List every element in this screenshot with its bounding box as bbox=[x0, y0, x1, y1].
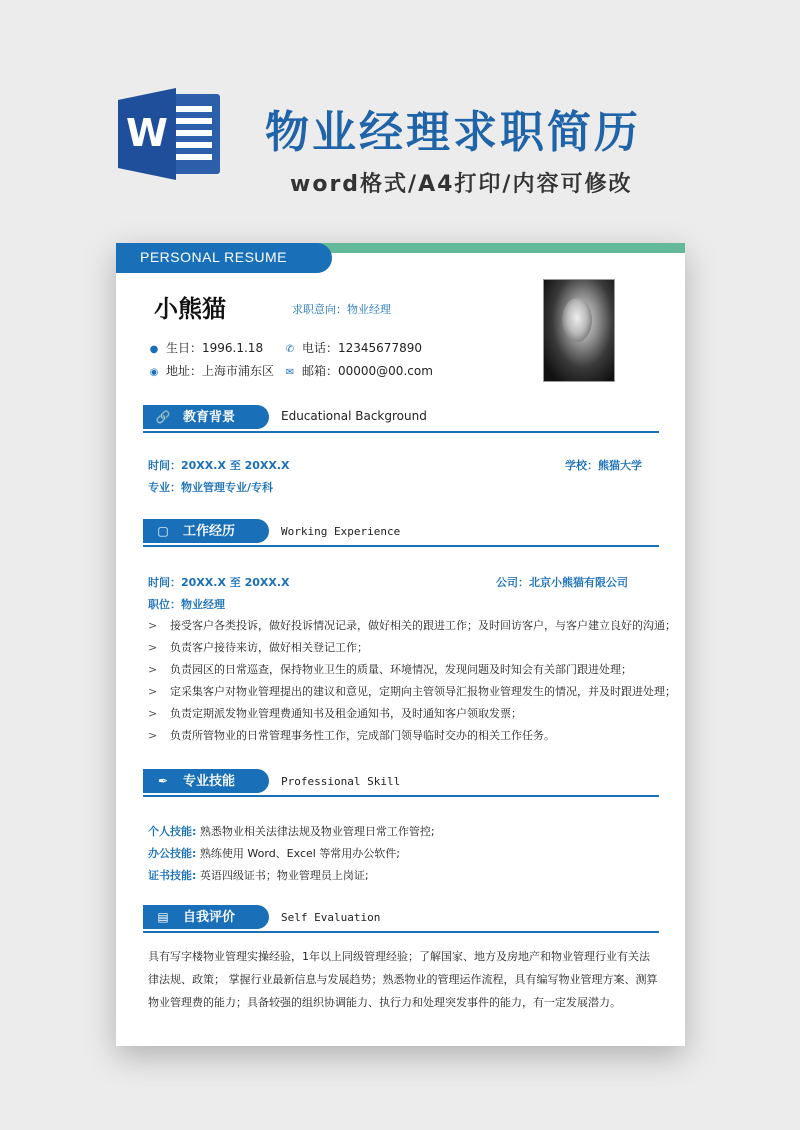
birth-info: ● 生日：1996.1.18 bbox=[149, 341, 264, 355]
self-section-header bbox=[143, 905, 659, 933]
resume-page bbox=[116, 243, 685, 1046]
email-info: ✉ 邮箱：00000@00.com bbox=[285, 364, 433, 378]
chevron-right-icon: > bbox=[148, 663, 158, 676]
resume-tab: PERSONAL RESUME bbox=[116, 243, 332, 273]
duty-item: > 负责所管物业的日常管理事务性工作，完成部门领导临时交办的相关工作任务。 bbox=[148, 729, 555, 742]
address-info: ◉ 地址：上海市浦东区 bbox=[149, 364, 275, 378]
education-major: 专业：物业管理专业/专科 bbox=[148, 481, 274, 494]
skills-title: 专业技能 bbox=[183, 774, 236, 789]
self-title-en: Self Evaluation bbox=[281, 911, 381, 924]
duty-item: > 负责客户接待来访，做好相关登记工作； bbox=[148, 641, 368, 654]
monitor-icon: ▢ bbox=[157, 524, 169, 538]
top-accent-bar bbox=[306, 243, 685, 253]
word-logo-letter: W bbox=[126, 111, 168, 155]
chevron-right-icon: > bbox=[148, 685, 158, 698]
tools-icon: ✒ bbox=[157, 774, 169, 788]
chevron-right-icon: > bbox=[148, 641, 158, 654]
candidate-name: 小熊猫 bbox=[154, 295, 226, 323]
work-title-en: Working Experience bbox=[281, 525, 401, 538]
work-position: 职位：物业经理 bbox=[148, 598, 225, 611]
duty-item: > 负责园区的日常巡查，保持物业卫生的质量、环境情况，发现问题及时知会有关部门跟进处理； bbox=[148, 663, 632, 676]
education-time: 时间：20XX.X 至 20XX.X bbox=[148, 459, 290, 472]
chevron-right-icon: > bbox=[148, 707, 158, 720]
skills-section-header bbox=[143, 769, 659, 797]
self-evaluation-text: 具有写字楼物业管理实操经验，1年以上同级管理经验；了解国家、地方及房地产和物业管理行业有关法律法规、政策； 掌握行业最新信息与发展趋势；熟悉物业的管理运作流程，具有编写物业管理方案、测算物业管理费的能力；具备较强的组织协调能力、执行力和处理突发事件的能力，有一定发展潜力。 bbox=[148, 950, 658, 1009]
education-title-en: Educational Background bbox=[281, 409, 427, 423]
skill-item: 个人技能: 熟悉物业相关法律法规及物业管理日常工作管控; bbox=[148, 825, 435, 838]
profile-card-icon: ▤ bbox=[157, 910, 169, 924]
skill-item: 办公技能: 熟练使用 Word、Excel 等常用办公软件; bbox=[148, 847, 401, 860]
skill-item: 证书技能: 英语四级证书；物业管理员上岗证; bbox=[148, 869, 369, 882]
banner-title: 物业经理求职简历 bbox=[265, 107, 641, 158]
banner-subtitle: word格式/A4打印/内容可修改 bbox=[290, 172, 633, 197]
phone-info: ✆ 电话：12345677890 bbox=[285, 341, 422, 355]
duty-item: > 定采集客户对物业管理提出的建议和意见，定期向主管领导汇报物业管理发生的情况，并及时跟进处理； bbox=[148, 685, 676, 698]
job-intent: 求职意向：物业经理 bbox=[292, 303, 391, 316]
section-divider bbox=[143, 931, 659, 933]
chevron-right-icon: > bbox=[148, 619, 158, 632]
duty-item: > 接受客户各类投诉，做好投诉情况记录，做好相关的跟进工作；及时回访客户，与客户建立良好的沟通； bbox=[148, 619, 676, 632]
duty-item: > 负责定期派发物业管理费通知书及租金通知书，及时通知客户领取发票； bbox=[148, 707, 522, 720]
word-document-icon bbox=[118, 84, 228, 184]
section-divider bbox=[143, 431, 659, 433]
work-title: 工作经历 bbox=[183, 524, 236, 539]
person-icon: ● bbox=[149, 344, 159, 355]
link-icon: 🔗 bbox=[155, 410, 171, 424]
skills-title-en: Professional Skill bbox=[281, 775, 401, 788]
work-time: 时间：20XX.X 至 20XX.X bbox=[148, 576, 290, 589]
work-company: 公司：北京小熊猫有限公司 bbox=[496, 576, 628, 589]
profile-photo bbox=[543, 279, 615, 382]
education-title: 教育背景 bbox=[183, 410, 236, 425]
section-divider bbox=[143, 795, 659, 797]
mail-icon: ✉ bbox=[285, 367, 295, 378]
work-section-header bbox=[143, 519, 659, 547]
education-school: 学校：熊猫大学 bbox=[565, 459, 642, 472]
location-icon: ◉ bbox=[149, 367, 159, 378]
section-divider bbox=[143, 545, 659, 547]
self-title: 自我评价 bbox=[183, 910, 236, 925]
education-section-header bbox=[143, 405, 659, 433]
phone-icon: ✆ bbox=[285, 344, 295, 355]
chevron-right-icon: > bbox=[148, 729, 158, 742]
